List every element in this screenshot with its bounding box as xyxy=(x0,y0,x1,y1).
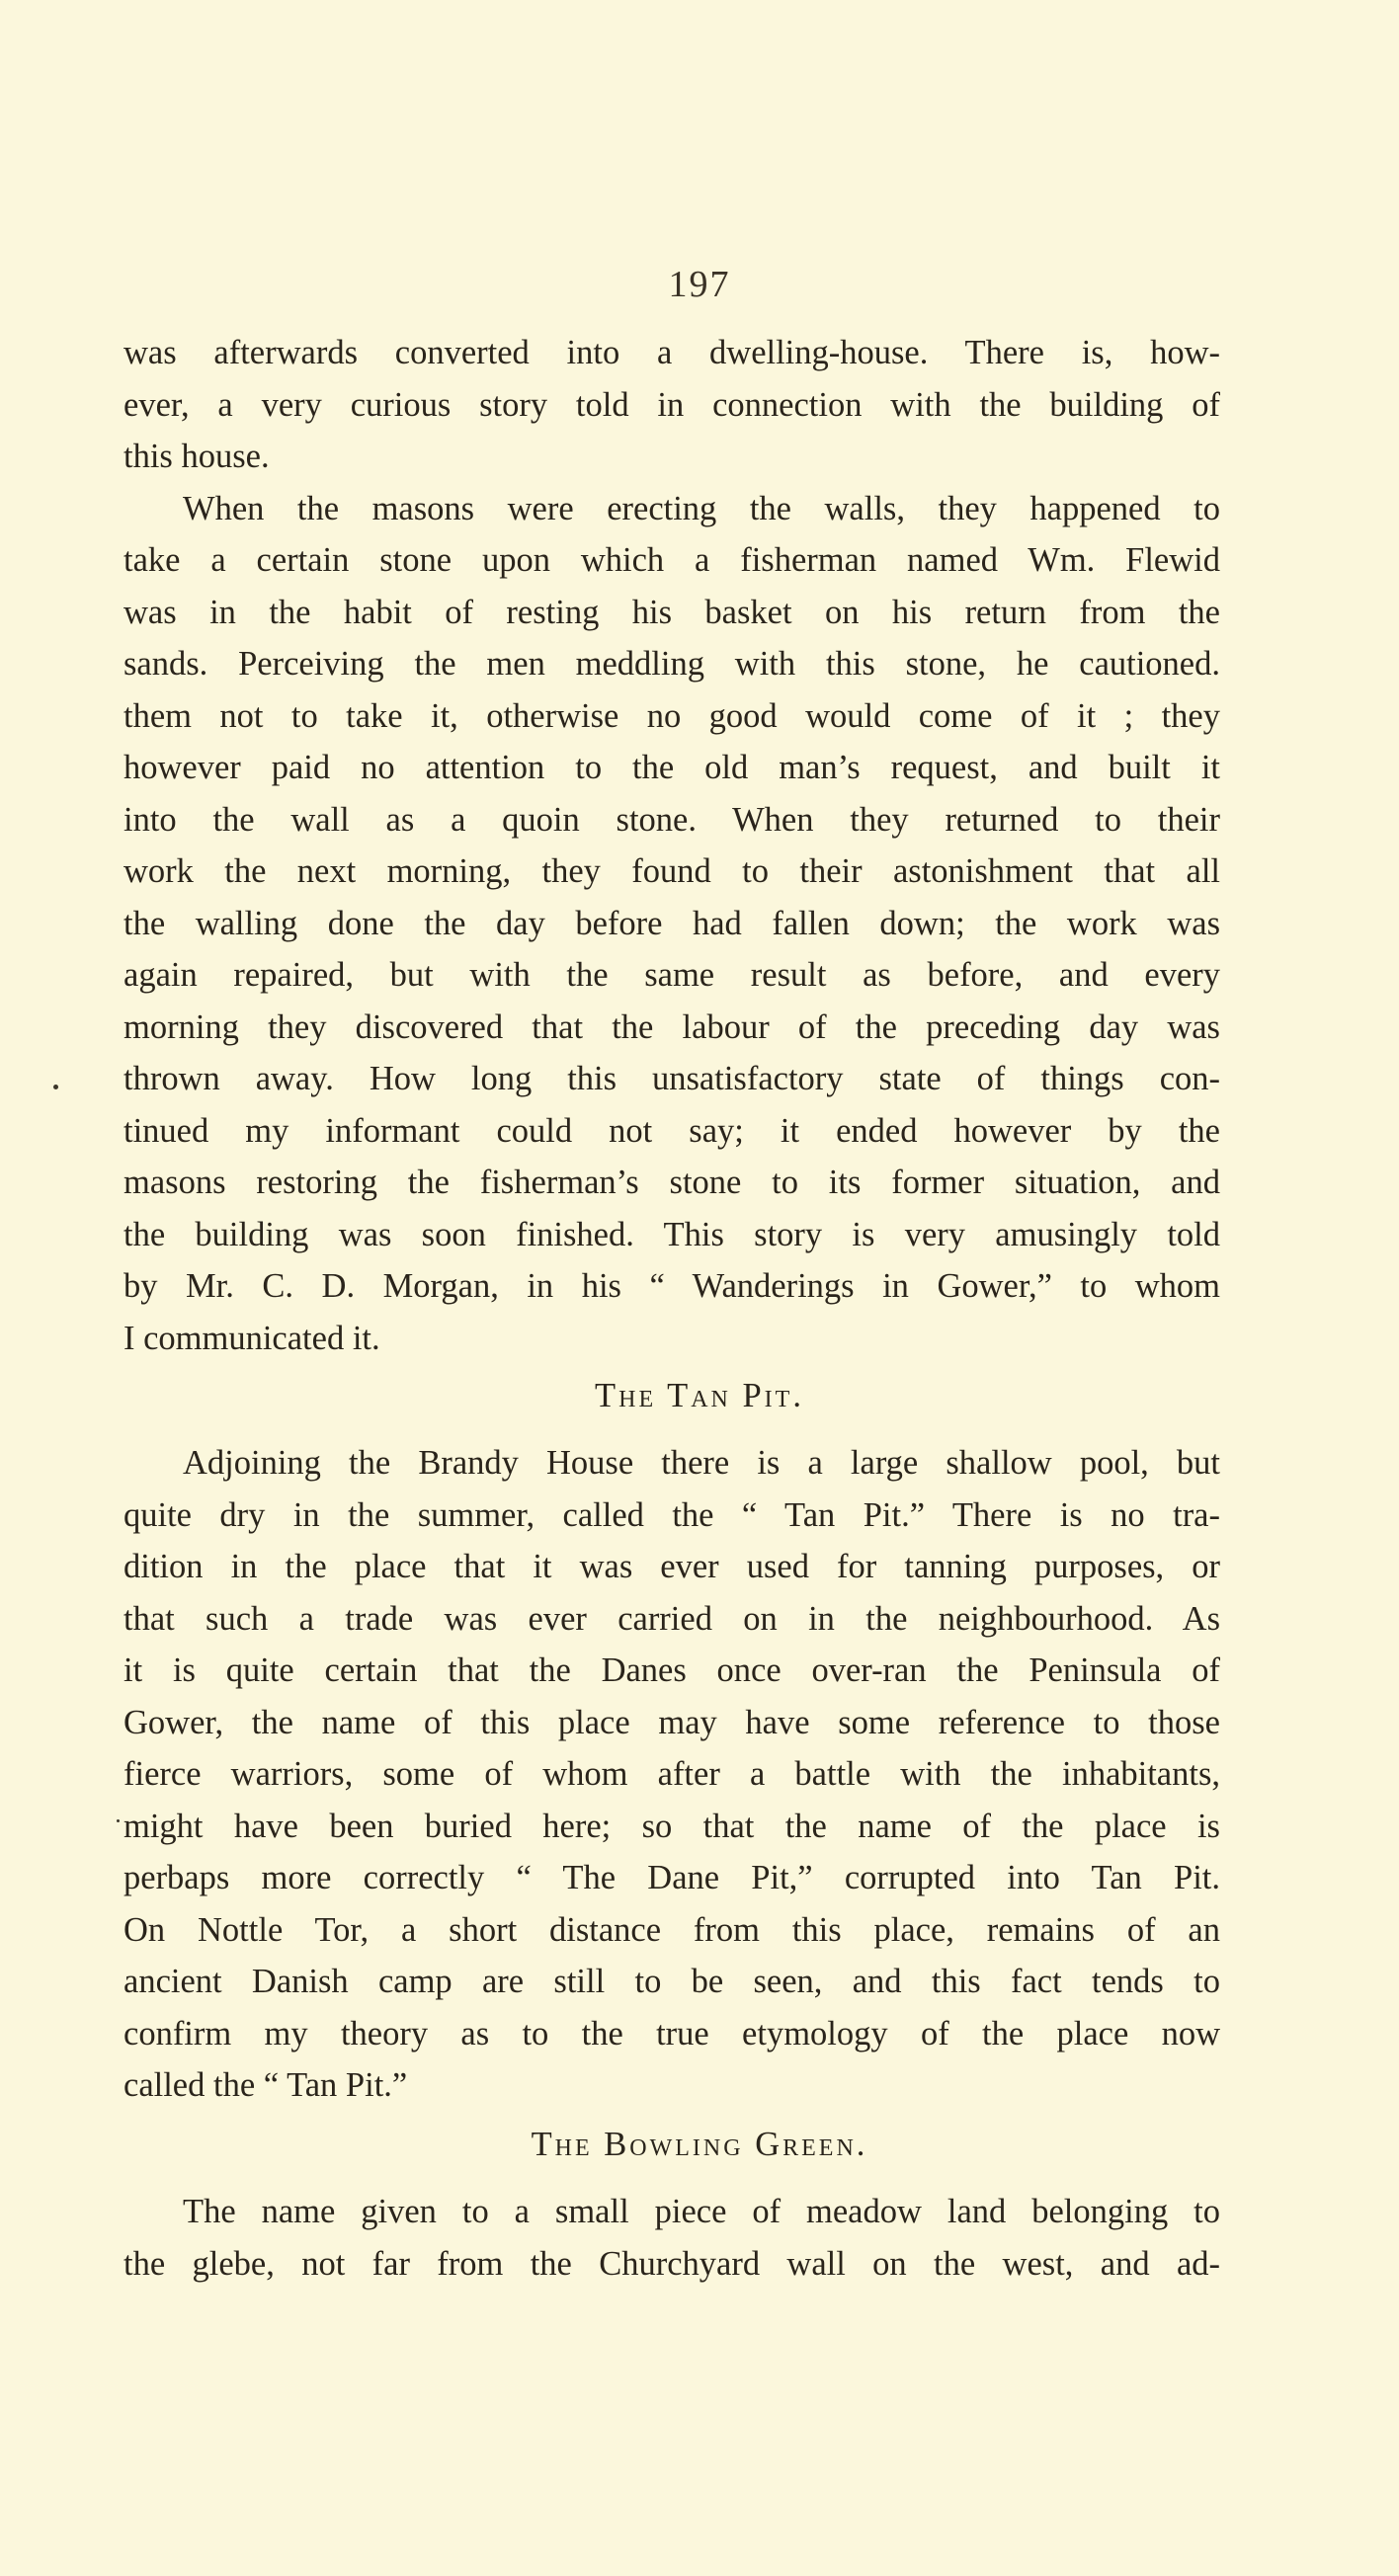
section-heading-tan-pit: The Tan Pit. xyxy=(595,1377,804,1414)
text-line: the building was soon finished. This story is very amusingly told xyxy=(123,1215,1220,1253)
text-line: the glebe, not far from the Churchyard wall on the west, and ad- xyxy=(123,2244,1220,2283)
text-line: into the wall as a quoin stone. When they returned to their xyxy=(123,800,1220,839)
text-line: by Mr. C. D. Morgan, in his “ Wanderings in Gower,” to whom xyxy=(123,1267,1220,1305)
text-line: it is quite certain that the Danes once over-ran the Peninsula of xyxy=(123,1651,1220,1689)
text-line: thrown away. How long this unsatisfactory state of things con- xyxy=(123,1060,1220,1097)
text-line: dition in the place that it was ever used for tanning purposes, or xyxy=(123,1548,1220,1585)
section-heading-bowling-green: The Bowling Green. xyxy=(531,2126,868,2163)
text-line: Adjoining the Brandy House there is a large shallow pool, but xyxy=(183,1444,1220,1482)
page-number: 197 xyxy=(668,264,731,305)
text-line: called the “ Tan Pit.” xyxy=(123,2066,408,2104)
text-line: confirm my theory as to the true etymology of the place now xyxy=(123,2014,1220,2053)
text-line: ever, a very curious story told in connection with the building of xyxy=(123,385,1220,424)
paragraph-block-2 xyxy=(123,1437,1220,2112)
ink-speck xyxy=(117,1819,120,1822)
text-line: morning they discovered that the labour of the preceding day was xyxy=(123,1007,1220,1046)
text-line: On Nottle Tor, a short distance from this place, remains of an xyxy=(123,1910,1220,1949)
text-line: fierce warriors, some of whom after a battle with the inhabitants, xyxy=(123,1755,1220,1793)
text-line: was in the habit of resting his basket on his return from the xyxy=(123,593,1220,631)
paragraph-block-3 xyxy=(123,2186,1220,2290)
text-line: the walling done the day before had fallen down; the work was xyxy=(123,904,1220,942)
text-line: The name given to a small piece of meadow land belonging to xyxy=(183,2193,1220,2230)
text-line: might have been buried here; so that the name of the place is xyxy=(123,1807,1220,1845)
paragraph-block-1 xyxy=(123,327,1220,1364)
text-line: perbaps more correctly “ The Dane Pit,” corrupted into Tan Pit. xyxy=(123,1859,1220,1896)
text-line: again repaired, but with the same result as before, and every xyxy=(123,956,1220,994)
text-line: Gower, the name of this place may have some reference to those xyxy=(123,1703,1220,1741)
text-line: When the masons were erecting the walls, they happened to xyxy=(183,489,1220,527)
text-line: was afterwards converted into a dwelling-house. There is, how- xyxy=(123,334,1220,371)
text-line: work the next morning, they found to their astonishment that all xyxy=(123,852,1220,890)
text-line: sands. Perceiving the men meddling with this stone, he cautioned. xyxy=(123,645,1220,683)
text-line: this house. xyxy=(123,438,270,475)
text-line: them not to take it, otherwise no good would come of it ; they xyxy=(123,696,1220,735)
text-line: ancient Danish camp are still to be seen, and this fact tends to xyxy=(123,1963,1220,2000)
text-line: I communicated it. xyxy=(123,1319,380,1357)
text-line: masons restoring the fisherman’s stone to its former situation, and xyxy=(123,1164,1220,1201)
text-line: that such a trade was ever carried on in the neighbourhood. As xyxy=(123,1599,1220,1638)
text-line: tinued my informant could not say; it ended however by the xyxy=(123,1111,1220,1150)
ink-speck xyxy=(53,1085,58,1089)
text-line: quite dry in the summer, called the “ Tan Pit.” There is no tra- xyxy=(123,1495,1220,1534)
text-line: however paid no attention to the old man’s request, and built it xyxy=(123,749,1220,786)
text-line: take a certain stone upon which a fisherman named Wm. Flewid xyxy=(123,541,1220,579)
